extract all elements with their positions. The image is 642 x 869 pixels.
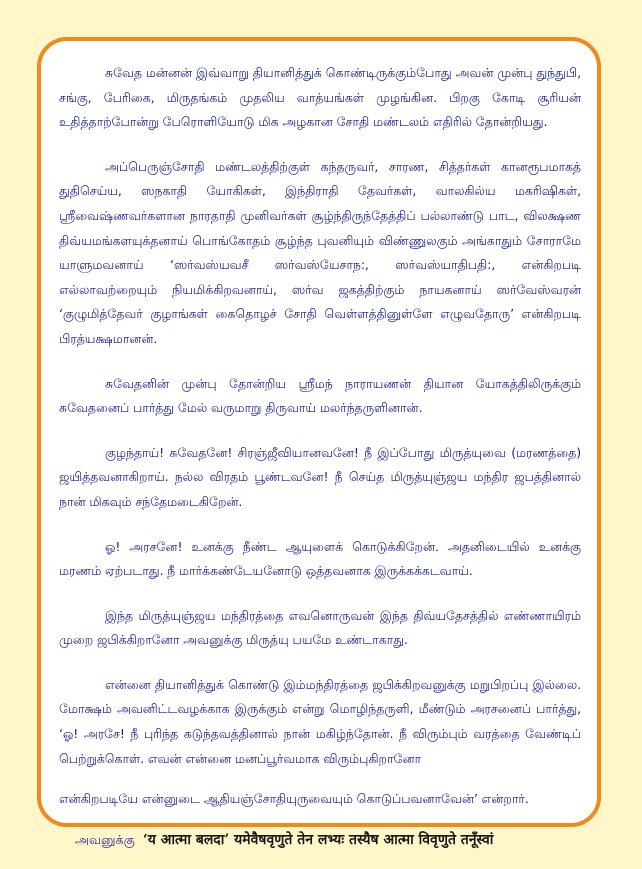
paragraph-8: என்கிறபடியே என்னுடை ஆதியஞ்சோதியுருவையும் கொடுப்பவனாவேன்’ என்றார். [59,791,529,807]
paragraph-1: சுவேத மன்னன் இவ்வாறு தியானித்துக் கொண்டிருக்கும்போது அவன் முன்பு துந்துபி, சங்கு, பேரிகை, மிருதங்கம் முதலிய வாத்யங்கள் முழங்கின. பிறகு கோடி சூரியன் உதித்தாற்போன்று பேரொளியோடு மிக அழகான சோதி மண்டலம் எதிரில் தோன்றியது. [59,65,581,130]
paragraph-4: குழந்தாய்! சுவேதனே! சிரஞ்ஜீவியானவனே! நீ இப்போது மிருத்யுவை (மரணத்தை) ஜயித்தவனாகிறாய். நல்ல விரதம் பூண்டவனே! நீ செய்த மிருத்யுஞ்ஜய மந்திர ஜபத்தினால் நான் மிகவும் சந்தேமடைகிறேன். [59,444,581,509]
paragraph-2: அப்பெருஞ்சோதி மண்டலத்திற்குள் கந்தருவர், சாரண, சித்தர்கள் கானரூபமாகத் துதிசெய்ய, ஸநகாதி யோகிகள், இந்திராதி தேவர்கள், வாலகில்ய மகரிஷிகள், ஸ்ரீவைஷ்ணவர்களான நாரதாதி முனிவர்கள் சூழ்ந்திருந்தேத்திப் பல்லாண்டு பாட, விலக்ஷண திவ்யமங்களயுக்தனாய் பொங்கோதம் சூழ்ந்த புவனியும் விண்ணுலகும் அங்காதும் சோராமே யாளுமவனாய் ‘ஸர்வஸ்யவசீ ஸர்வஸ்யேசாந:, ஸர்வஸ்யாதிபதி:, என்கிறபடி எல்லாவற்றையும் நியமிக்கிறவனாய், ஸர்வ ஜகத்திற்கும் நாயகனாய் ஸர்வேஸ்வரன் ‘குழுமித்தேவர் குழாங்கள் கைதொழச் சோதி வெள்ளத்தினுள்ளே எழுவதோரு’ என்கிறபடி பிரத்யக்ஷமானன். [59,158,581,346]
closing-lead-text: அவனுக்கு [75,831,135,847]
closing-line [59,828,581,852]
paragraph-5: ஓ! அரசனே! உனக்கு நீண்ட ஆயுளைக் கொடுக்கிறேன். அதனிடையில் உனக்கு மரணம் ஏற்படாது. நீ மார்க்கண்டேயனோடு ஒத்தவனாக இருக்கக்கடவாய். [59,538,581,579]
sanskrit-quote: ‘य आत्मा बलदा’ यमेवैषवृणुते तेन लभ्यः तस्यैष आत्मा विवृणुते तनूँस्वां [142,831,494,848]
paragraph-6: இந்த மிருத்யுஞ்ஜய மந்திரத்தை எவனொருவன் இந்த திவ்யதேசத்தில் எண்ணாயிரம் முறை ஜபிக்கிறானோ அவனுக்கு மிருத்யு பயமே உண்டாகாது. [59,607,581,648]
paragraph-7: என்னை தியானித்துக் கொண்டு இம்மந்திரத்தை ஜபிக்கிறவனுக்கு மறுபிறப்பு இல்லை. மோக்ஷம் அவனிட்டவழக்காக இருக்கும் என்று மொழிந்தருளி, மீண்டும் அரசனைப் பார்த்து, ‘ஓ! அரசே! நீ புரிந்த கடுந்தவத்தினால் நான் மகிழ்ந்தோன். நீ விரும்பும் வரத்தை வேண்டிப் பெற்றுக்கொள். எவன் என்னை மனப்பூர்வமாக விரும்புகிறானோ [59,676,581,766]
paragraph-3: சுவேதனின் முன்பு தோன்றிய ஸ்ரீமந் நாராயணன் தியான யோகத்திலிருக்கும் சுவேதனைப் பார்த்து மேல் வருமாறு திருவாய் மலர்ந்தருளினான். [59,375,581,416]
page-frame [37,37,601,848]
